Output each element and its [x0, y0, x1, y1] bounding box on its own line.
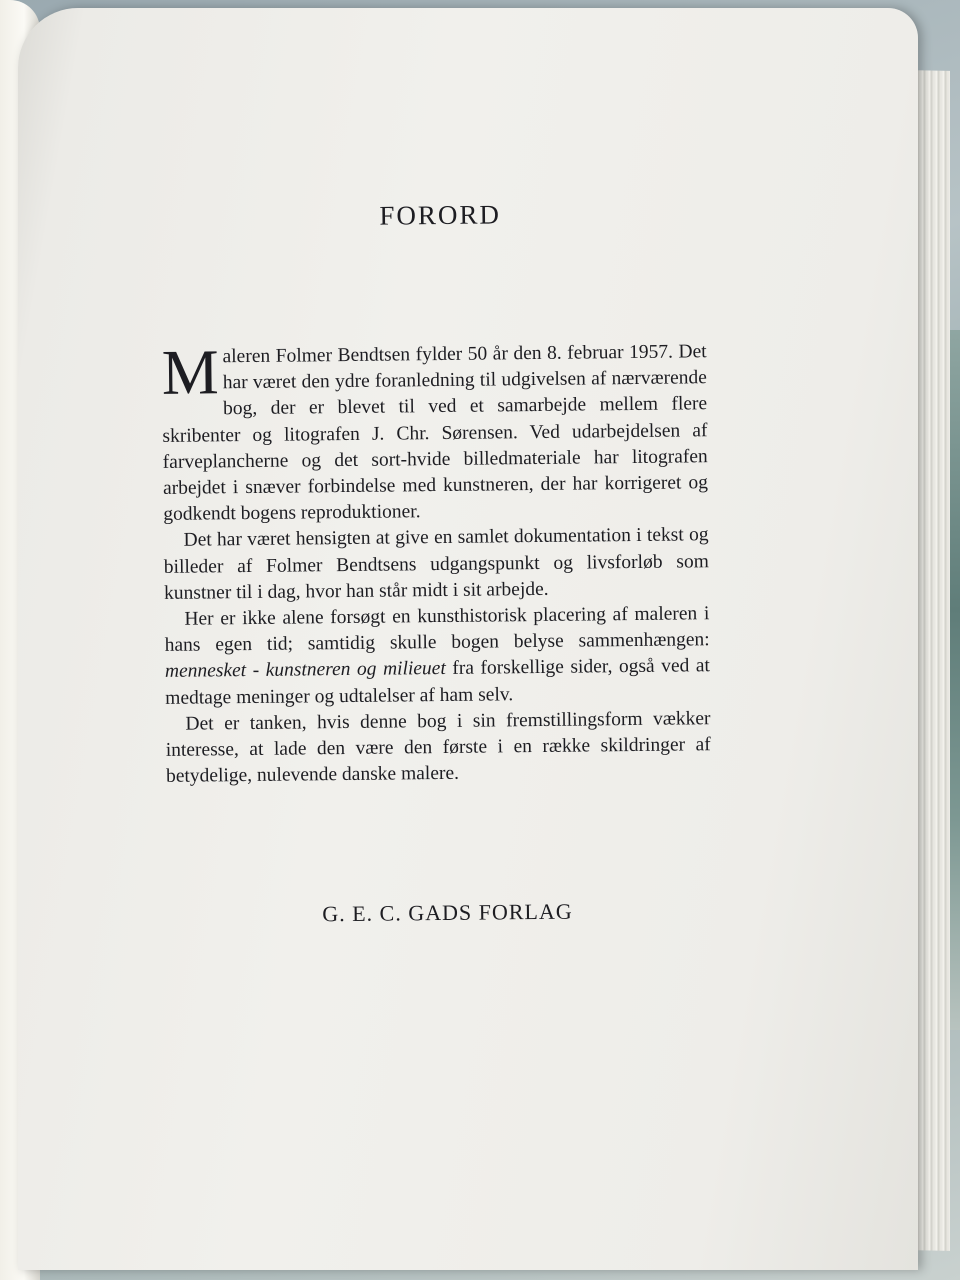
page-title: FORORD	[379, 199, 502, 231]
page-content	[158, 5, 731, 1273]
paragraph-3-before: Her er ikke alene forsøgt en kunsthistorisk placering af maleren i hans egen tid; samtidig skulle bogen belyse sammenhængen:	[164, 603, 710, 657]
paragraph-1-text: aleren Folmer Bendtsen fylder 50 år den 8. februar 1957. Det har været den ydre foranledning til udgivelsen af nærværende bog, der er blevet til ved et samarbejde mellem flere skribenter og litografen J. Chr. Sørensen. Ved udarbejdelsen af farveplancherne og det sort-hvide billedmateriale har litografen arbejdet i snæver forbindelse med kunstneren, der har korrigeret og godkendt bogens reproduktioner.	[162, 341, 709, 526]
publisher-signature: G. E. C. GADS FORLAG	[322, 898, 573, 927]
paragraph-1	[161, 336, 709, 528]
paragraph-3	[164, 601, 710, 712]
book-page	[18, 8, 918, 1270]
drop-cap: M	[161, 336, 220, 408]
paragraph-4: Det er tanken, hvis denne bog i sin fremstillingsform vækker interesse, at lade den være den første i en række skildringer af betydelige, nulevende danske malere.	[165, 708, 711, 788]
foreword-body	[161, 336, 712, 790]
paragraph-2: Det har været hensigten at give en samlet dokumentation i tekst og billeder af Folmer Bendtsens udgangspunkt og livsforløb som kunstner til i dag, hvor han står midt i sit arbejde.	[163, 524, 709, 604]
paragraph-3-italic: mennesket - kunstneren og milieuet	[164, 658, 446, 683]
paragraph-3-after: fra forskellige sider, også ved at medtage meninger og udtalelser af ham selv.	[165, 655, 711, 709]
